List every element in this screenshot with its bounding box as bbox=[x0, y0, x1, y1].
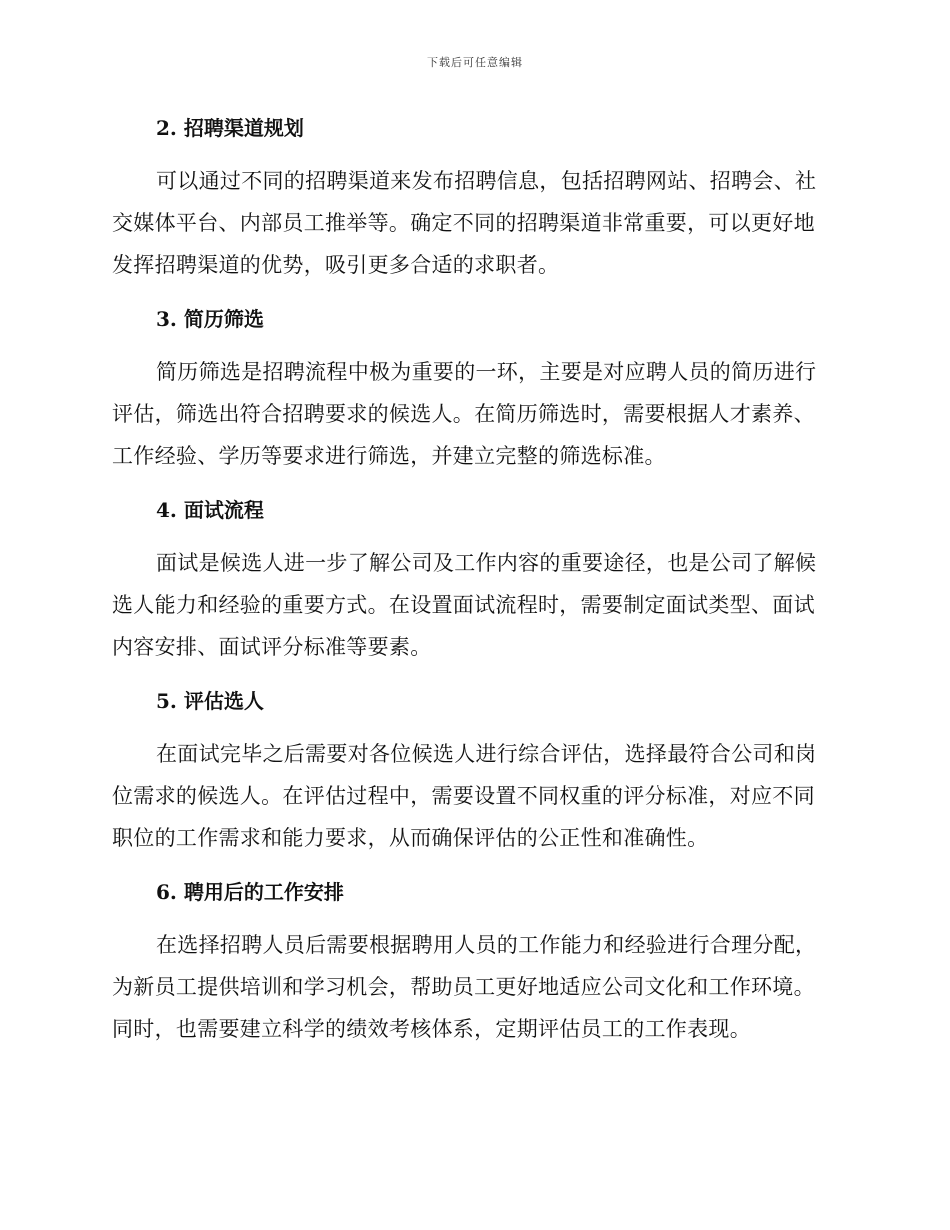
section-heading: 5. 评估选人 bbox=[156, 689, 264, 713]
section-paragraph: 面试是候选人进一步了解公司及工作内容的重要途径，也是公司了解候选人能力和经验的重要方式。在设置面试流程时，需要制定面试类型、面试内容安排、面试评分标准等要素。 bbox=[112, 551, 817, 659]
section-heading: 6. 聘用后的工作安排 bbox=[156, 880, 344, 904]
section-resume-screening bbox=[112, 299, 832, 477]
section-heading: 4. 面试流程 bbox=[156, 498, 264, 522]
section-interview-process bbox=[112, 490, 832, 668]
section-paragraph: 在面试完毕之后需要对各位候选人进行综合评估，选择最符合公司和岗位需求的候选人。在评估过程中，需要设置不同权重的评分标准，对应不同职位的工作需求和能力要求，从而确保评估的公正性和准确性。 bbox=[112, 742, 817, 850]
section-heading: 2. 招聘渠道规划 bbox=[156, 116, 304, 140]
section-post-hire-arrangement bbox=[112, 872, 832, 1050]
page-header: 下载后可任意编辑 bbox=[427, 56, 523, 69]
section-recruitment-channels bbox=[112, 108, 832, 286]
section-heading: 3. 简历筛选 bbox=[156, 307, 264, 331]
document-body bbox=[112, 108, 832, 1063]
section-paragraph: 可以通过不同的招聘渠道来发布招聘信息，包括招聘网站、招聘会、社交媒体平台、内部员工推举等。确定不同的招聘渠道非常重要，可以更好地发挥招聘渠道的优势，吸引更多合适的求职者。 bbox=[112, 169, 817, 277]
section-paragraph: 在选择招聘人员后需要根据聘用人员的工作能力和经验进行合理分配，为新员工提供培训和学习机会，帮助员工更好地适应公司文化和工作环境。同时，也需要建立科学的绩效考核体系，定期评估员工的工作表现。 bbox=[112, 933, 817, 1041]
section-paragraph: 简历筛选是招聘流程中极为重要的一环，主要是对应聘人员的简历进行评估，筛选出符合招聘要求的候选人。在简历筛选时，需要根据人才素养、工作经验、学历等要求进行筛选，并建立完整的筛选标准。 bbox=[112, 360, 817, 468]
section-candidate-evaluation bbox=[112, 681, 832, 859]
